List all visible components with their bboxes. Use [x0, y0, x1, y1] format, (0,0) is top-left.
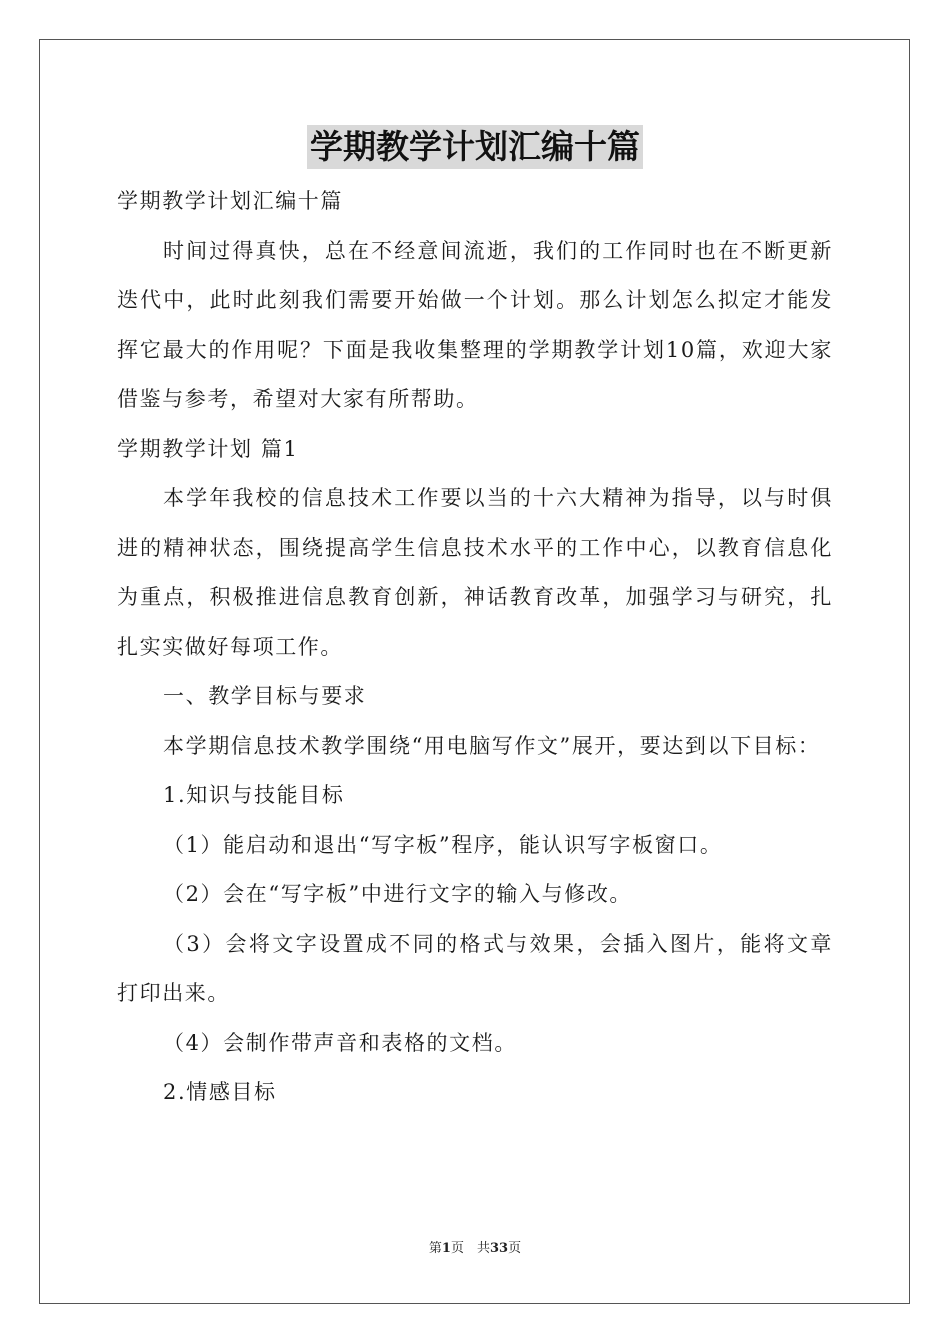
- heading-emotional-goals: 2.情感目标: [163, 1080, 277, 1104]
- footer-page-suffix: 页: [508, 1241, 522, 1256]
- footer-page-prefix: 第: [428, 1241, 442, 1256]
- heading-goals-requirements: 一、教学目标与要求: [163, 684, 367, 708]
- paragraph-goals-intro: 本学期信息技术教学围绕“用电脑写作文”展开，要达到以下目标：: [163, 733, 821, 758]
- paragraph-intro: 时间过得真快，总在不经意间流逝，我们的工作同时也在不断更新迭代中，此时此刻我们需要开始做一个计划。那么计划怎么拟定才能发挥它最大的作用呢？下面是我收集整理的学期教学计划10篇，欢迎大家借鉴与参考，希望对大家有所帮助。: [117, 238, 833, 411]
- footer-page-current: 1: [441, 1241, 451, 1256]
- footer-page-total: 33: [489, 1241, 509, 1256]
- list-item-1: （1）能启动和退出“写字板”程序，能认识写字板窗口。: [163, 832, 723, 857]
- section-heading-plan-1: 学期教学计划 篇1: [117, 436, 299, 461]
- title-container: [0, 125, 950, 169]
- heading-knowledge-skills: 1.知识与技能目标: [163, 783, 345, 807]
- page-footer: [0, 1240, 950, 1258]
- document-title: 学期教学计划汇编十篇: [307, 125, 643, 169]
- paragraph-plan-1-overview: 本学年我校的信息技术工作要以当的十六大精神为指导，以与时俱进的精神状态，围绕提高学生信息技术水平的工作中心，以教育信息化为重点，积极推进信息教育创新，神话教育改革，加强学习与研究，扎扎实实做好每项工作。: [117, 486, 833, 659]
- list-item-4: （4）会制作带声音和表格的文档。: [163, 1030, 517, 1055]
- paragraph-subtitle: 学期教学计划汇编十篇: [117, 189, 343, 213]
- list-item-3: （3）会将文字设置成不同的格式与效果，会插入图片，能将文章打印出来。: [117, 931, 833, 1005]
- footer-page-mid: 页 共: [450, 1241, 490, 1256]
- document-body: [117, 177, 833, 1118]
- list-item-2: （2）会在“写字板”中进行文字的输入与修改。: [163, 882, 633, 906]
